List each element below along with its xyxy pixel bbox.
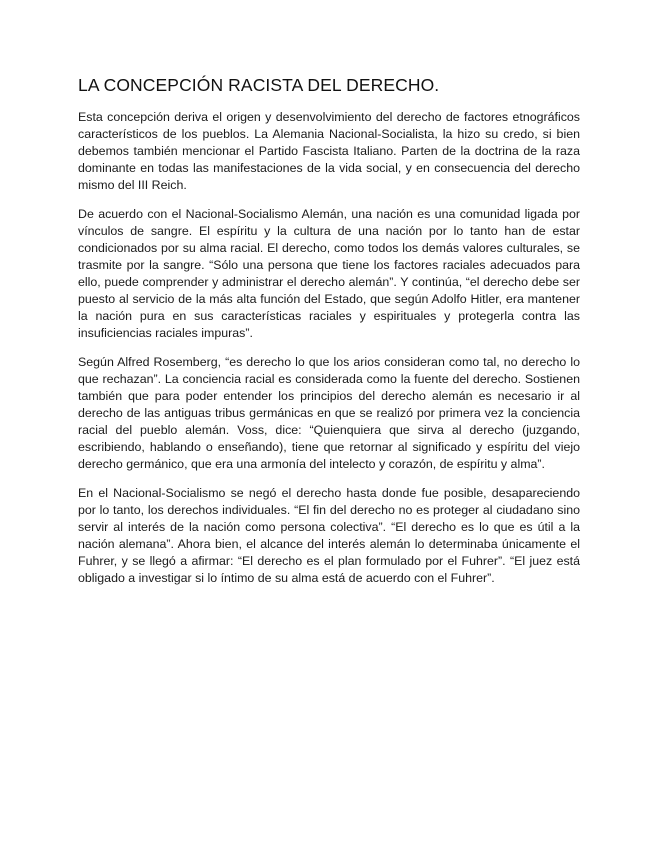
paragraph-4: En el Nacional-Socialismo se negó el derecho hasta donde fue posible, desapareciendo por lo tanto, los derechos individuales. “El fin del derecho no es proteger al ciudadano sino servir al interés de la nación como persona colectiva”. “El derecho es lo que es útil a la nación alemana”. Ahora bien, el alcance del interés alemán lo determinaba únicamente el Fuhrer, y se llegó a afirmar: “El derecho es el plan formulado por el Fuhrer”. “El juez está obligado a investigar si lo íntimo de su alma está de acuerdo con el Fuhrer”. xyxy=(78,486,580,585)
paragraph-1: Esta concepción deriva el origen y desenvolvimiento del derecho de factores etnográficos característicos de los pueblos. La Alemania Nacional-Socialista, la hizo su credo, si bien debemos también mencionar el Partido Fascista Italiano. Parten de la doctrina de la raza dominante en todas las manifestaciones de la vida social, y en consecuencia del derecho mismo del III Reich. xyxy=(78,110,580,192)
document-page xyxy=(78,74,580,599)
paragraph-3: Según Alfred Rosemberg, “es derecho lo que los arios consideran como tal, no derecho lo que rechazan”. La conciencia racial es considerada como la fuente del derecho. Sostienen también que para poder entender los principios del derecho alemán es necesario ir al derecho de las antiguas tribus germánicas en que se realizó por primera vez la conciencia racial del pueblo alemán. Voss, dice: “Quienquiera que sirva al derecho (juzgando, escribiendo, hablando o enseñando), tiene que retornar al significado y espíritu del viejo derecho germánico, que era una armonía del intelecto y corazón, de espíritu y alma”. xyxy=(78,355,580,471)
document-title: LA CONCEPCIÓN RACISTA DEL DERECHO. xyxy=(78,75,440,95)
paragraph-2: De acuerdo con el Nacional-Socialismo Alemán, una nación es una comunidad ligada por vínculos de sangre. El espíritu y la cultura de una nación por lo tanto han de estar condicionados por su alma racial. El derecho, como todos los demás valores culturales, se trasmite por la sangre. “Sólo una persona que tiene los factores raciales adecuados para ello, puede comprender y administrar el derecho alemán”. Y continúa, “el derecho debe ser puesto al servicio de la más alta función del Estado, que según Adolfo Hitler, era mantener la nación pura en sus características raciales y espirituales y protegerla contra las insuficiencias raciales impuras”. xyxy=(78,207,580,340)
